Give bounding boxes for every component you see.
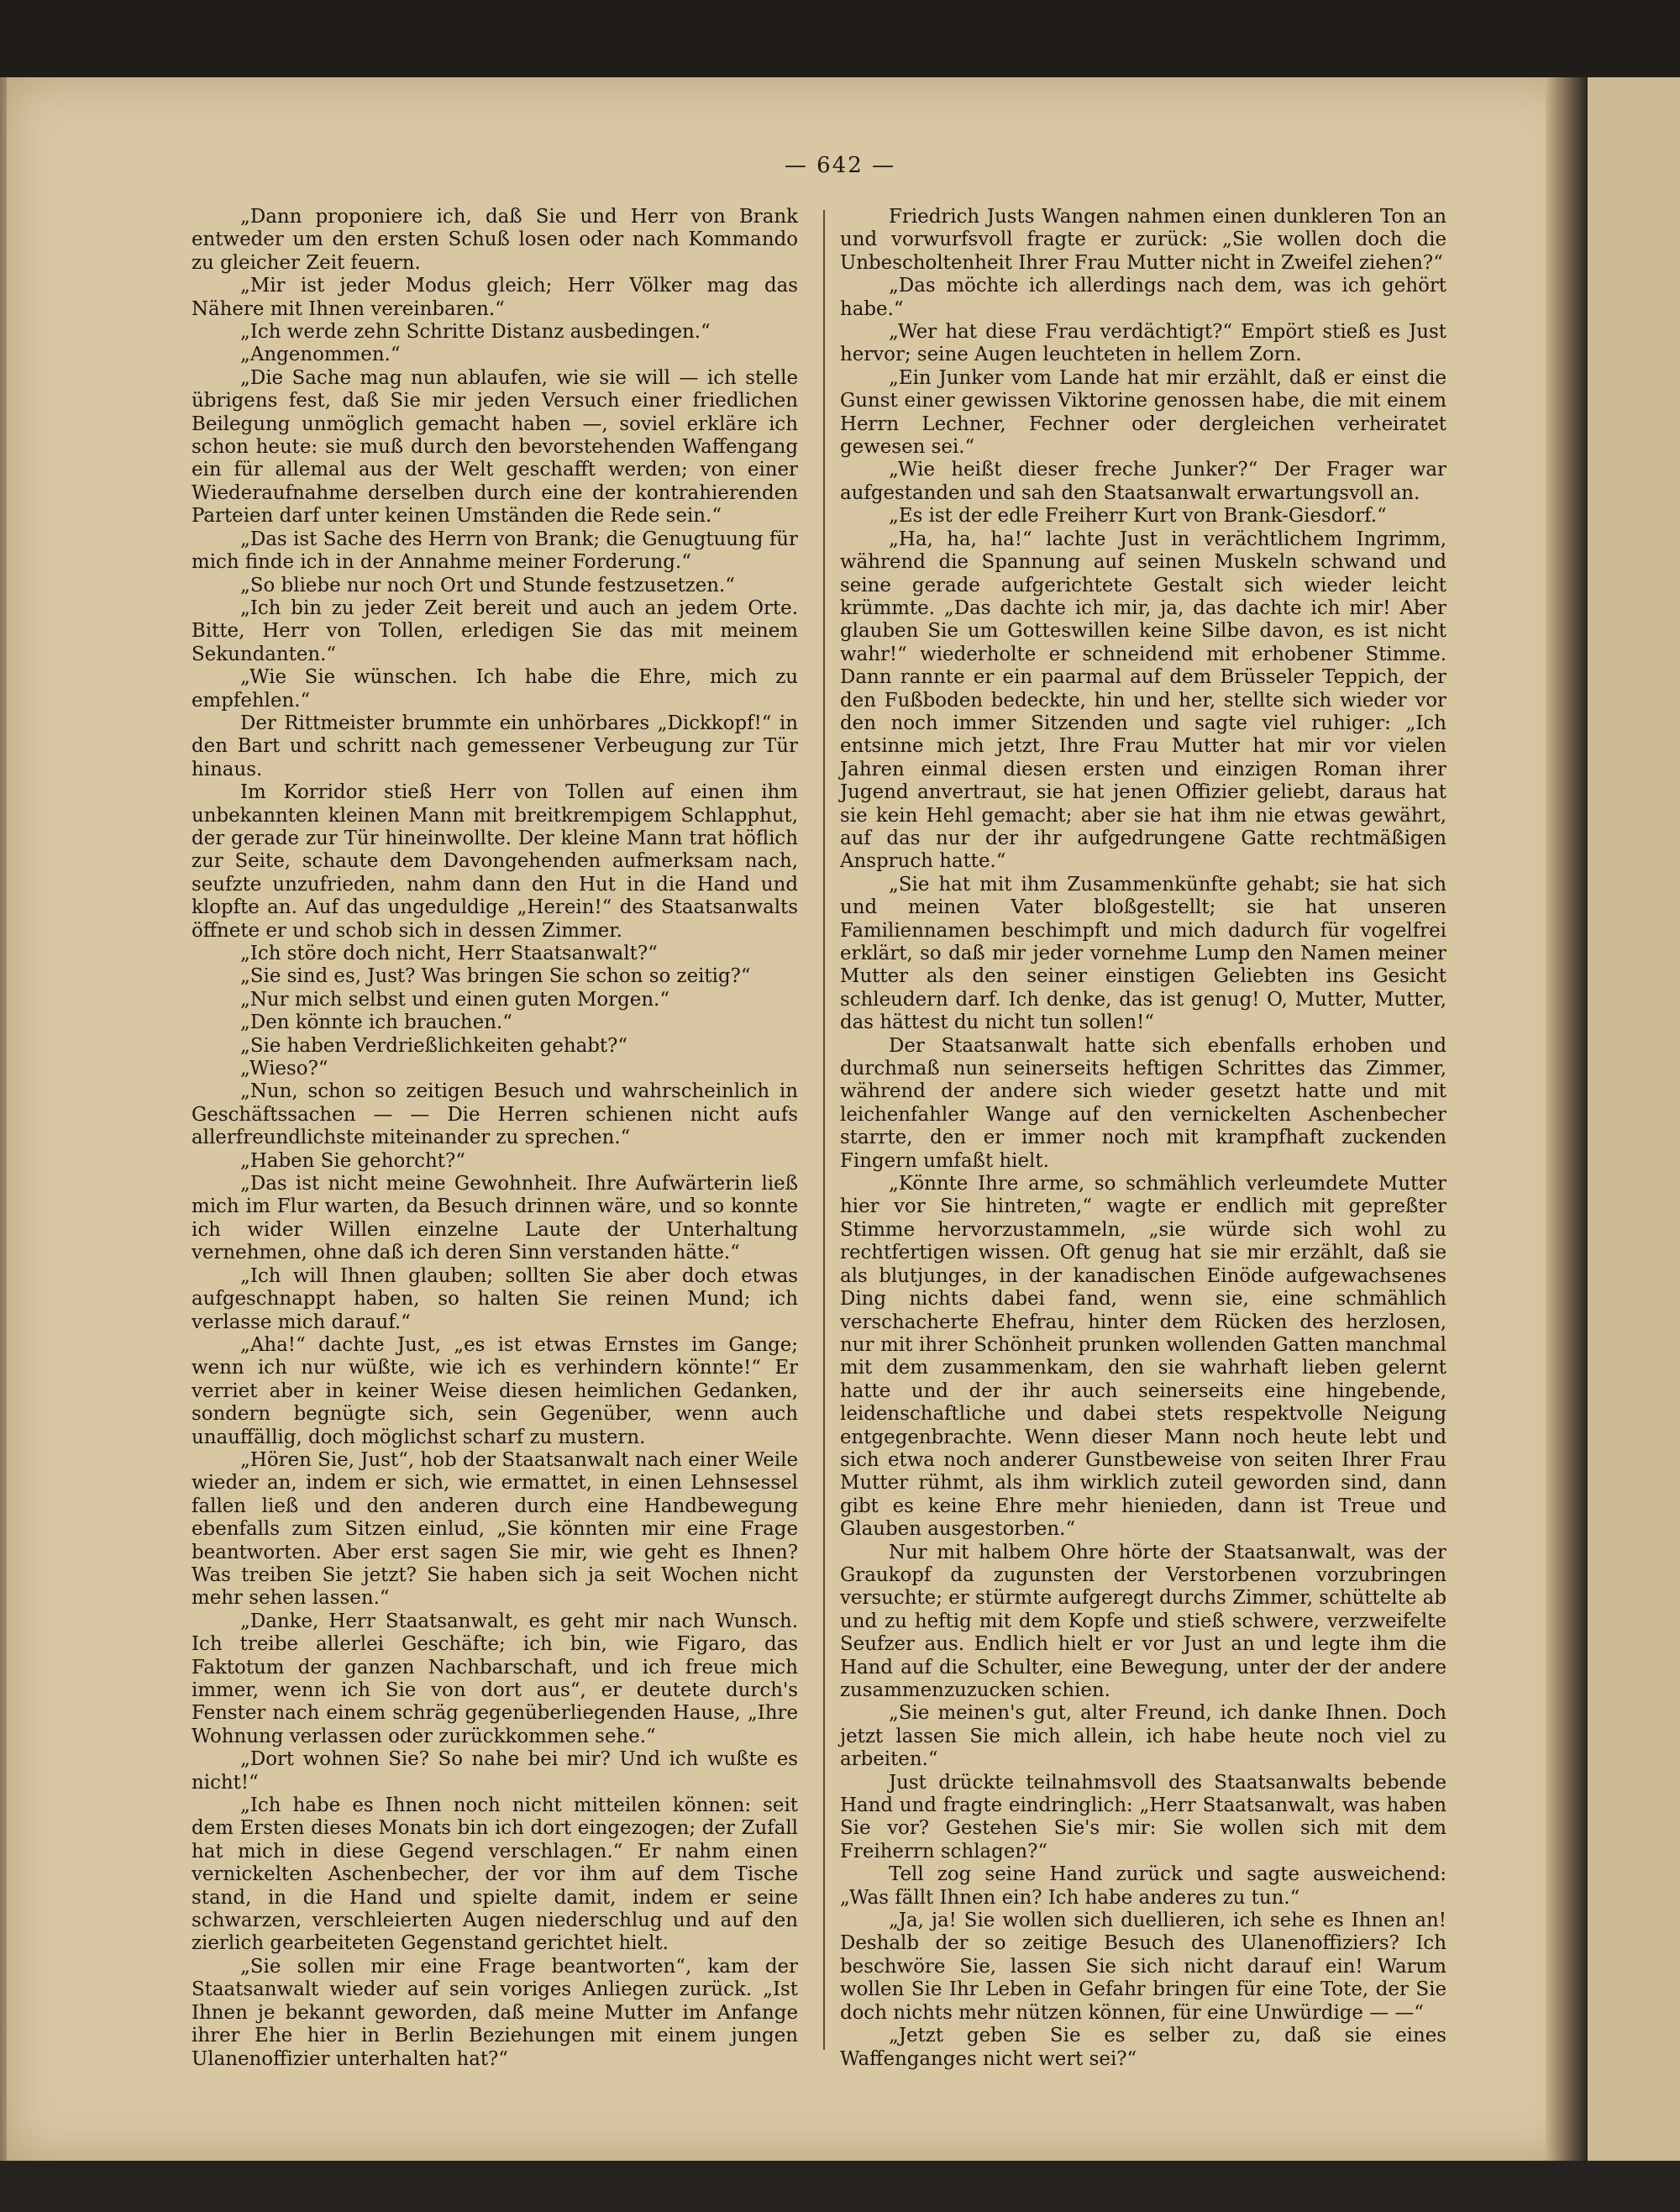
paragraph: „Könnte Ihre arme, so schmählich verleumdete Mutter hier vor Sie hintreten,“ wagte er endlich mit gepreßter Stimme hervorzustammeln, „sie würde sich wohl zu rechtfertigen wissen. Oft genug hat sie mir erzählt, daß sie als blutjunges, in der kanadischen Einöde aufgewachsenes Ding nichts dabei fand, wenn sie, eine schmählich verschacherte Ehefrau, hinter dem Rücken des herzlosen, nur mit ihrer Schönheit prunken wollenden Gatten manchmal mit dem zusammenkam, den sie wahrhaft lieben gelernt hatte und der ihr auch seinerseits eine hingebende, leidenschaftliche und dabei stets respektvolle Neigung entgegenbrachte. Wenn dieser Mann noch heute lebt und sich etwa noch anderer Gunstbeweise von seiten Ihrer Frau Mutter rühmt, als ihm wirklich zuteil geworden sind, dann gibt es keine Ehre mehr hienieden, dann ist Treue und Glauben ausgestorben.“ [840,1173,1446,1541]
paragraph: Der Rittmeister brummte ein unhörbares „Dickkopf!“ in den Bart und schritt nach gemessener Verbeugung zur Tür hinaus. [192,712,798,780]
paragraph: „Ich bin zu jeder Zeit bereit und auch an jedem Orte. Bitte, Herr von Tollen, erledigen Sie das mit meinem Sekundanten.“ [192,596,798,665]
paragraph: „Ich will Ihnen glauben; sollten Sie aber doch etwas aufgeschnappt haben, so halten Sie reinen Mund; ich verlasse mich darauf.“ [192,1264,798,1333]
paragraph: „Dort wohnen Sie? So nahe bei mir? Und ich wußte es nicht!“ [192,1748,798,1794]
paragraph: „Nun, schon so zeitigen Besuch und wahrscheinlich in Geschäftssachen — — Die Herren schienen nicht aufs allerfreundlichste miteinander zu sprechen.“ [192,1080,798,1149]
paragraph: „Ich werde zehn Schritte Distanz ausbedingen.“ [240,321,711,344]
paragraph: „Wie Sie wünschen. Ich habe die Ehre, mich zu empfehlen.“ [192,666,798,712]
paragraph: „Wieso?“ [240,1058,328,1080]
paragraph: „Haben Sie gehorcht?“ [240,1149,465,1172]
paragraph: „Sie hat mit ihm Zusammenkünfte gehabt; sie hat sich und meinen Vater bloßgestellt; sie hat unseren Familiennamen beschimpft und mich dadurch für vogelfrei erklärt, so daß mir jeder vornehme Lump den Namen meiner Mutter als den seiner einstigen Geliebten ins Gesicht schleudern darf. Ich denke, das ist genug! O, Mutter, Mutter, das hättest du nicht tun sollen!“ [840,873,1446,1034]
paragraph: „Wer hat diese Frau verdächtigt?“ Empört stieß es Just hervor; seine Augen leuchteten in hellem Zorn. [840,321,1446,366]
paragraph: „Ja, ja! Sie wollen sich duellieren, ich sehe es Ihnen an! Deshalb der so zeitige Besuch des Ulanenoffiziers? Ich beschwöre Sie, lassen Sie sich nicht darauf ein! Warum wollen Sie Ihr Leben in Gefahr bringen für eine Tote, der Sie doch nichts mehr nützen können, für eine Unwürdige — —“ [840,1910,1446,2024]
paragraph: „Nur mich selbst und einen guten Morgen.“ [240,988,670,1011]
paragraph: Im Korridor stieß Herr von Tollen auf einen ihm unbekannten kleinen Mann mit breitkrempigem Schlapphut, der gerade zur Tür hineinwollte. Der kleine Mann trat höflich zur Seite, schaute dem Davongehenden aufmerksam nach, seufzte unzufrieden, nahm dann den Hut in die Hand und klopfte an. Auf das ungeduldige „Herein!“ des Staatsanwalts öffnete er und schob sich in dessen Zimmer. [192,781,798,942]
paragraph: „Angenommen.“ [240,344,401,366]
paragraph: „Sie sind es, Just? Was bringen Sie schon so zeitig?“ [240,965,751,988]
paragraph: Nur mit halbem Ohre hörte der Staatsanwalt, was der Graukopf da zugunsten der Verstorbenen vorzubringen versuchte; er stürmte aufgeregt durchs Zimmer, schüttelte ab und zu heftig mit dem Kopfe und stieß schwere, verzweifelte Seufzer aus. Endlich hielt er vor Just an und legte ihm die Hand auf die Schulter, eine Bewegung, unter der der andere zusammenzuzucken schien. [840,1541,1446,1701]
paragraph: „Danke, Herr Staatsanwalt, es geht mir nach Wunsch. Ich treibe allerlei Geschäfte; ich bin, wie Figaro, das Faktotum der ganzen Nachbarschaft, und ich freue mich immer, wenn ich Sie von dort aus“, er deutete durch's Fenster nach einem schräg gegenüberliegenden Hause, „Ihre Wohnung verlassen oder zurückkommen sehe.“ [192,1610,798,1747]
paragraph: „Wie heißt dieser freche Junker?“ Der Frager war aufgestanden und sah den Staatsanwalt erwartungsvoll an. [840,459,1446,504]
paragraph: „So bliebe nur noch Ort und Stunde festzusetzen.“ [240,574,736,596]
paragraph: „Mir ist jeder Modus gleich; Herr Völker mag das Nähere mit Ihnen vereinbaren.“ [192,275,798,320]
paragraph: „Das ist Sache des Herrn von Brank; die Genugtuung für mich finde ich in der Annahme meiner Forderung.“ [192,528,798,574]
paragraph: „Sie meinen's gut, alter Freund, ich danke Ihnen. Doch jetzt lassen Sie mich allein, ich habe heute noch viel zu arbeiten.“ [840,1702,1446,1771]
paragraph: Der Staatsanwalt hatte sich ebenfalls erhoben und durchmaß nun seinerseits heftigen Schrittes das Zimmer, während der andere sich wieder gesetzt hatte und mit leichenfahler Wange auf den vernickelten Aschenbecher starrte, den er immer noch mit krampfhaft zuckenden Fingern umfaßt hielt. [840,1034,1446,1172]
adjacent-page [1588,77,1680,2161]
paragraph: „Sie haben Verdrießlichkeiten gehabt?“ [240,1034,628,1057]
paragraph: „Den könnte ich brauchen.“ [240,1011,512,1034]
paragraph: „Jetzt geben Sie es selber zu, daß sie eines Waffenganges nicht wert sei?“ [840,2025,1446,2070]
paragraph: „Es ist der edle Freiherr Kurt von Brank-Giesdorf.“ [889,505,1387,528]
column-divider [823,210,825,2050]
paragraph: „Dann proponiere ich, daß Sie und Herr von Brank entweder um den ersten Schuß losen oder nach Kommando zu gleicher Zeit feuern. [192,206,798,274]
paragraph: „Sie sollen mir eine Frage beantworten“, kam der Staatsanwalt wieder auf sein voriges Anliegen zurück. „Ist Ihnen je bekannt geworden, daß meine Mutter im Anfange ihrer Ehe hier in Berlin Beziehungen mit einem jungen Ulanenoffizier unterhalten hat?“ [192,1955,798,2070]
paragraph: „Hören Sie, Just“, hob der Staatsanwalt nach einer Weile wieder an, indem er sich, wie ermattet, in einen Lehnsessel fallen ließ und den anderen durch eine Handbewegung ebenfalls zum Sitzen einlud, „Sie könnten mir eine Frage beantworten. Aber erst sagen Sie mir, wie geht es Ihnen? Was treiben Sie jetzt? Sie haben sich ja seit Wochen nicht mehr sehen lassen.“ [192,1448,798,1610]
paragraph: „Die Sache mag nun ablaufen, wie sie will — ich stelle übrigens fest, daß Sie mir jeden Versuch einer friedlichen Beilegung unmöglich gemacht haben —, soviel erkläre ich schon heute: sie muß durch den bevorstehenden Waffengang ein für allemal aus der Welt geschafft werden; von einer Wiederaufnahme derselben durch eine der kontrahierenden Parteien darf unter keinen Umständen die Rede sein.“ [192,366,798,528]
right-text-column [840,206,1446,2070]
paragraph: „Ein Junker vom Lande hat mir erzählt, daß er einst die Gunst einer gewissen Viktorine genossen habe, die mit einem Herrn Lechner, Fechner oder dergleichen verheiratet gewesen sei.“ [840,366,1446,459]
left-text-column [192,206,798,2070]
paragraph: „Das ist nicht meine Gewohnheit. Ihre Aufwärterin ließ mich im Flur warten, da Besuch drinnen wäre, und so konnte ich wider Willen einzelne Laute der Unterhaltung vernehmen, ohne daß ich deren Sinn verstanden hätte.“ [192,1173,798,1264]
paragraph: „Ha, ha, ha!“ lachte Just in verächtlichem Ingrimm, während die Spannung auf seinen Muskeln schwand und seine gerade aufgerichtete Gestalt sich wieder leicht krümmte. „Das dachte ich mir, ja, das dachte ich mir! Aber glauben Sie um Gotteswillen keine Silbe davon, es ist nicht wahr!“ wiederholte er schneidend mit erhobener Stimme. Dann rannte er ein paarmal auf dem Brüsseler Teppich, der den Fußboden bedeckte, hin und her, stellte sich wieder vor den noch immer Sitzenden und sagte viel ruhiger: „Ich entsinne mich jetzt, Ihre Frau Mutter hat mir vor vielen Jahren einmal diesen ersten und einzigen Roman ihrer Jugend anvertraut, sie hat jenen Offizier geliebt, daraus hat sie kein Hehl gemacht; aber sie hat ihm nie etwas gewährt, auf das nur der ihr aufgedrungene Gatte rechtmäßigen Anspruch hatte.“ [840,528,1446,873]
paragraph: Just drückte teilnahmsvoll des Staatsanwalts bebende Hand und fragte eindringlich: „Herr Staatsanwalt, was haben Sie vor? Gestehen Sie's mir: Sie wollen sich mit dem Freiherrn schlagen?“ [840,1771,1446,1863]
paragraph: „Aha!“ dachte Just, „es ist etwas Ernstes im Gange; wenn ich nur wüßte, wie ich es verhindern könnte!“ Er verriet aber in keiner Weise diesen heimlichen Gedanken, sondern begnügte sich, sein Gegenüber, wenn auch unauffällig, doch möglichst scharf zu mustern. [192,1333,798,1448]
paragraph: Friedrich Justs Wangen nahmen einen dunkleren Ton an und vorwurfsvoll fragte er zurück: „Sie wollen doch die Unbescholtenheit Ihrer Frau Mutter nicht in Zweifel ziehen?“ [840,206,1446,274]
scan-background [0,0,1680,80]
book-gutter [1546,77,1588,2161]
paragraph: Tell zog seine Hand zurück und sagte ausweichend: „Was fällt Ihnen ein? Ich habe anderes zu tun.“ [840,1863,1446,1909]
page-number: — 642 — [784,153,896,178]
paragraph: „Das möchte ich allerdings nach dem, was ich gehört habe.“ [840,275,1446,320]
paragraph: „Ich habe es Ihnen noch nicht mitteilen können: seit dem Ersten dieses Monats bin ich dort eingezogen; der Zufall hat mich in diese Gegend verschlagen.“ Er nahm einen vernickelten Aschenbecher, der vor ihm auf dem Tische stand, in die Hand und spielte damit, indem er seine schwarzen, verschleierten Augen niederschlug und auf den zierlich gearbeiteten Gegenstand gerichtet hielt. [192,1794,798,1955]
paragraph: „Ich störe doch nicht, Herr Staatsanwalt?“ [240,943,658,964]
